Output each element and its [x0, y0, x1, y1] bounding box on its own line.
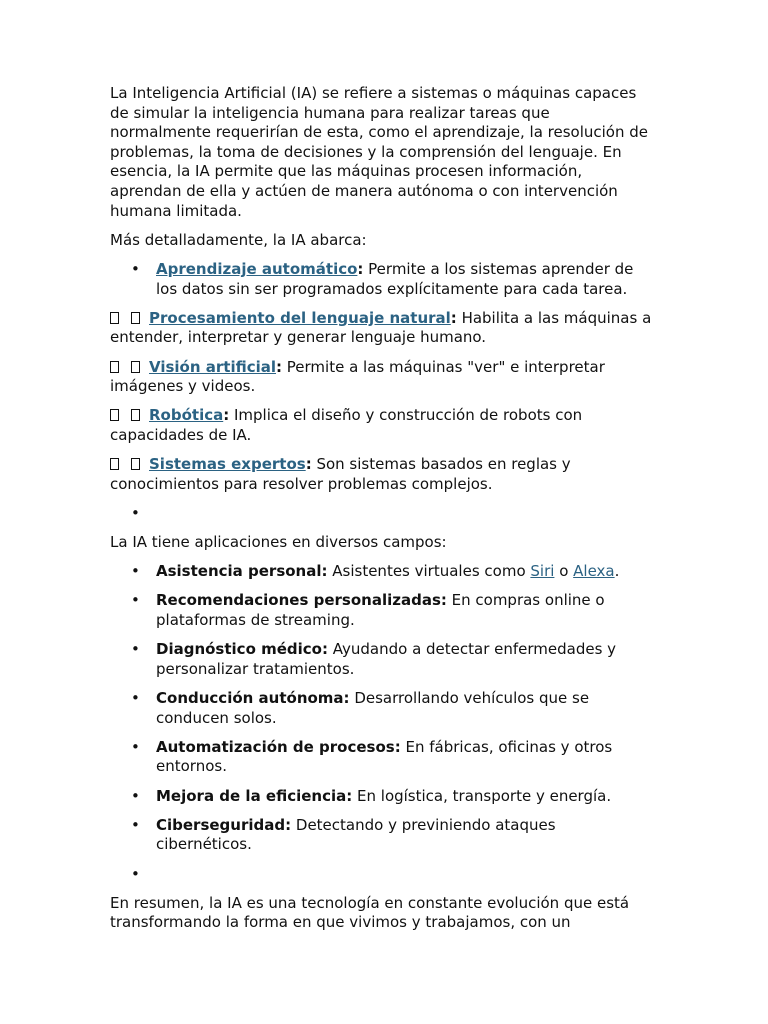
- area-paragraph: [110, 406, 655, 445]
- area-desc: Habilita a las máquinas a entender, interpretar y generar lenguaje humano.: [110, 308, 652, 347]
- link-alexa[interactable]: Alexa: [573, 562, 615, 581]
- area-desc: Implica el diseño y construcción de robots con capacidades de IA.: [110, 406, 583, 444]
- link-aprendizaje-automatico[interactable]: Aprendizaje automático: [156, 259, 358, 278]
- list-item: [110, 562, 655, 582]
- application-title: Asistencia personal:: [156, 562, 328, 581]
- area-desc: Permite a las máquinas "ver" e interpretar imágenes y videos.: [110, 357, 605, 396]
- application-desc: En logística, transporte y energía.: [352, 786, 612, 805]
- areas-list: [110, 260, 655, 299]
- area-desc: Son sistemas basados en reglas y conocimientos para resolver problemas complejos.: [110, 455, 571, 493]
- missing-glyph-icon: [110, 312, 119, 324]
- application-desc: Desarrollando vehículos que se conducen solos.: [156, 688, 590, 727]
- missing-glyph-icon: [131, 409, 140, 421]
- empty-list: [110, 504, 655, 524]
- applications-list: [110, 562, 655, 884]
- list-item: [110, 591, 655, 630]
- missing-glyph-icon: [110, 361, 119, 373]
- link-sistemas-expertos[interactable]: Sistemas expertos: [149, 455, 306, 474]
- area-paragraph: [110, 309, 655, 348]
- colon: :: [357, 259, 364, 278]
- list-item: [110, 787, 655, 807]
- link-robotica[interactable]: Robótica: [149, 406, 224, 425]
- application-title: Diagnóstico médico:: [156, 640, 328, 659]
- colon: :: [305, 455, 312, 474]
- colon: :: [450, 308, 457, 327]
- link-procesamiento-lenguaje-natural[interactable]: Procesamiento del lenguaje natural: [149, 308, 451, 327]
- application-title: Automatización de procesos:: [156, 737, 401, 756]
- area-paragraph: [110, 455, 655, 494]
- applications-heading: La IA tiene aplicaciones en diversos campos:: [110, 533, 447, 552]
- list-item: [110, 816, 655, 855]
- application-title: Ciberseguridad:: [156, 815, 292, 834]
- list-item: [110, 738, 655, 777]
- detail-heading: Más detalladamente, la IA abarca:: [110, 230, 367, 249]
- missing-glyph-icon: [110, 409, 119, 421]
- empty-list-item: [110, 865, 655, 885]
- list-item: [110, 640, 655, 679]
- application-title: Conducción autónoma:: [156, 688, 350, 707]
- application-desc: En compras online o plataformas de streaming.: [156, 591, 605, 629]
- missing-glyph-icon: [131, 458, 140, 470]
- missing-glyph-icon: [131, 312, 140, 324]
- colon: :: [276, 357, 283, 376]
- intro-paragraph: La Inteligencia Artificial (IA) se refiere a sistemas o máquinas capaces de simular la inteligencia humana para realizar tareas que normalmente requerirían de esta, como el aprendizaje, la resolución de problemas, la toma de decisiones y la comprensión del lenguaje. En esencia, la IA permite que las máquinas procesen información, aprendan de ella y actúen de manera autónoma o con intervención humana limitada.: [110, 84, 649, 220]
- list-item: [110, 689, 655, 728]
- summary-paragraph: En resumen, la IA es una tecnología en constante evolución que está transformando la forma en que vivimos y trabajamos, con un: [110, 893, 630, 932]
- area-paragraph: [110, 358, 655, 397]
- application-desc: Ayudando a detectar enfermedades y personalizar tratamientos.: [156, 640, 617, 678]
- period: .: [614, 562, 620, 581]
- missing-glyph-icon: [110, 458, 119, 470]
- colon: :: [223, 406, 230, 425]
- application-desc: Asistentes virtuales como: [327, 562, 531, 581]
- application-title: Mejora de la eficiencia:: [156, 786, 353, 805]
- document-body: [110, 84, 655, 942]
- application-title: Recomendaciones personalizadas:: [156, 591, 447, 610]
- area-desc: Permite a los sistemas aprender de los datos sin ser programados explícitamente para cada tarea.: [156, 259, 634, 298]
- link-siri[interactable]: Siri: [530, 562, 555, 581]
- empty-list-item: [110, 504, 655, 524]
- application-desc: En fábricas, oficinas y otros entornos.: [156, 737, 613, 776]
- connector-text: o: [554, 562, 574, 581]
- list-item: [110, 260, 655, 299]
- application-desc: Detectando y previniendo ataques cibernéticos.: [156, 815, 556, 854]
- missing-glyph-icon: [131, 361, 140, 373]
- link-vision-artificial[interactable]: Visión artificial: [149, 357, 277, 376]
